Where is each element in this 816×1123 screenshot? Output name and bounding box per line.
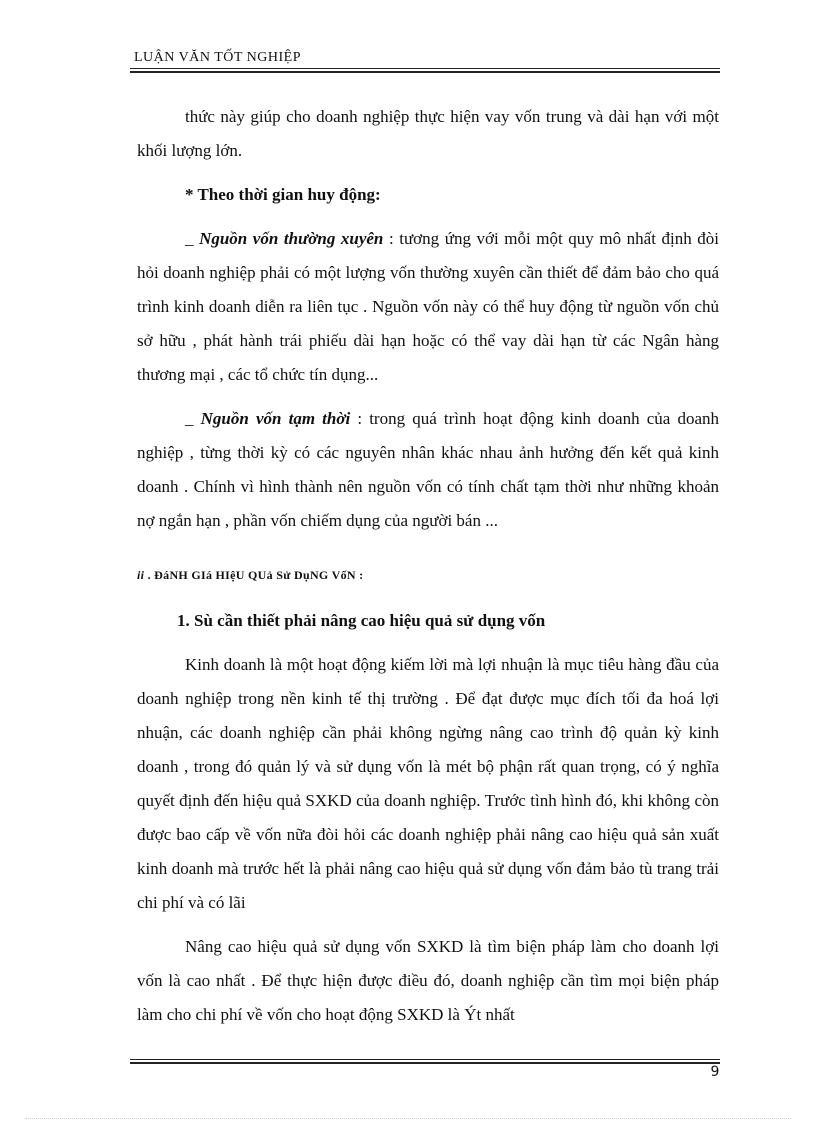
regular-capital-text: : tương ứng với mỗi một quy mô nhất định đòi hỏi doanh nghiệp phải có một lượng vốn thường xuyên cần thiết để đảm bảo cho quá trình kinh doanh diễn ra liên tục . Nguồn vốn này có thể huy động từ nguồn vốn chủ sở hữu , phát hành trái phiếu dài hạn hoặc có thể vay dài hạn từ các Ngân hàng thương mại , các tổ chức tín dụng...: [137, 229, 719, 384]
section-roman-numeral: ii: [137, 568, 145, 582]
temporary-capital-text: : trong quá trình hoạt động kinh doanh của doanh nghiệp , từng thời kỳ có các nguyên nhân khác nhau ảnh hưởng đến kết quả kinh doanh . Chính vì hình thành nên nguồn vốn có tính chất tạm thời như những khoản nợ ngắn hạn , phần vốn chiếm dụng của người bán ...: [137, 409, 720, 530]
paragraph-improve-efficiency: Nâng cao hiệu quả sử dụng vốn SXKD là tìm biện pháp làm cho doanh lợi vốn là cao nhất . Để thực hiện được điều đó, doanh nghiệp cần tìm mọi biện pháp làm cho chi phí về vốn cho hoạt động SXKD là Ýt nhất: [137, 937, 719, 1024]
paragraph-temporary-capital: [137, 402, 719, 538]
term-temporary-capital: Nguồn vốn tạm thời: [200, 409, 351, 428]
section-heading: [137, 558, 719, 592]
paragraph-regular-capital: [137, 222, 719, 392]
page-edge-border: [25, 1118, 791, 1119]
section-heading-title: . ĐáNH GIá HIệU QUả Sử DụNG VốN :: [144, 568, 364, 582]
term-regular-capital: Nguồn vốn thường xuyên: [199, 229, 384, 248]
page-number: 9: [710, 1064, 720, 1080]
paragraph-business-profit: Kinh doanh là một hoạt động kiếm lời mà lợi nhuận là mục tiêu hàng đầu của doanh nghiệp trong nền kinh tế thị trường . Để đạt được mục đích tối đa hoá lợi nhuận, các doanh nghiệp cần phải không ngừng nâng cao trình độ quản kỳ kinh doanh , trong đó quản lý và sử dụng vốn là mét bộ phận rất quan trọng, có ý nghĩa quyết định đến hiệu quả SXKD của doanh nghiệp. Trước tình hình đó, khi không còn được bao cấp về vốn nữa đòi hỏi các doanh nghiệp phải nâng cao hiệu quả sản xuất kinh doanh mà trước hết là phải nâng cao hiệu quả sử dụng vốn đảm bảo tù trang trải chi phí và có lãi: [137, 655, 719, 912]
heading-mobilization-time: * Theo thời gian huy động:: [185, 185, 381, 204]
header-divider: [130, 68, 720, 73]
bullet-dash: _: [185, 229, 200, 248]
page-header-title: LUẬN VĂN TỐT NGHIỆP: [134, 50, 301, 65]
document-body: [137, 100, 719, 1032]
subheading-necessity: 1. Sù cần thiết phải nâng cao hiệu quả sử dụng vốn: [177, 611, 546, 630]
paragraph-continuation: thức này giúp cho doanh nghiệp thực hiện vay vốn trung và dài hạn với một khối lượng lớn.: [137, 107, 719, 160]
footer-divider: [130, 1059, 720, 1064]
bullet-dash: _: [185, 409, 201, 428]
